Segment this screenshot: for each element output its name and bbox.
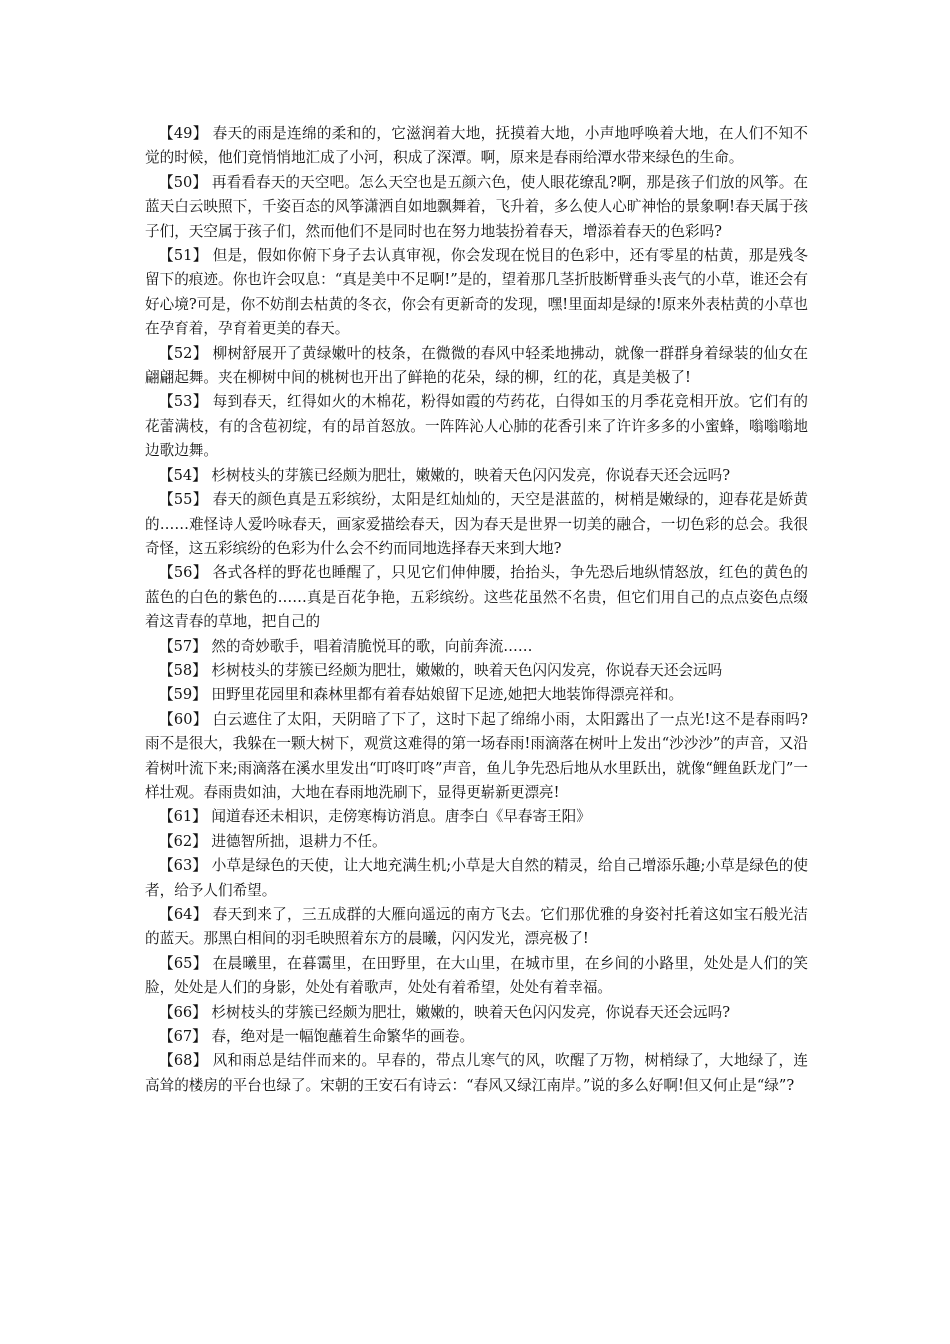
paragraph-text: 小草是绿色的天使，让大地充满生机;小草是大自然的精灵，给自己增添乐趣;小草是绿色的使者，给予人们希望。: [145, 857, 809, 899]
paragraph-number: 【56】: [159, 564, 208, 582]
paragraph-text: 每到春天，红得如火的木棉花，粉得如霞的芍药花，白得如玉的月季花竞相开放。它们有的花蕾满枝，有的含苞初绽，有的昂首怒放。一阵阵沁人心肺的花香引来了许许多多的小蜜蜂，嗡嗡嗡地边歌边舞。: [145, 393, 808, 460]
paragraph: [145, 342, 808, 391]
paragraph: [145, 903, 808, 952]
paragraph: [145, 390, 808, 463]
paragraph-number: 【66】: [159, 1003, 207, 1021]
paragraph-text: 春天的颜色真是五彩缤纷，太阳是红灿灿的，天空是湛蓝的，树梢是嫩绿的，迎春花是娇黄的……难怪诗人爱吟咏春天，画家爱描绘春天，因为春天是世界一切美的融合，一切色彩的总会。我很奇怪，这五彩缤纷的色彩为什么会不约而同地选择春天来到大地?: [145, 491, 808, 557]
paragraph-text: 柳树舒展开了黄绿嫩叶的枝条，在微微的春风中轻柔地拂动，就像一群群身着绿装的仙女在翩翩起舞。夹在柳树中间的桃树也开出了鲜艳的花朵，绿的柳，红的花，真是美极了!: [145, 344, 808, 387]
paragraph-text: 在晨曦里，在暮霭里，在田野里，在大山里，在城市里，在乡间的小路里，处处是人们的笑脸，处处是人们的身影，处处有着歌声，处处有着希望，处处有着幸福。: [145, 954, 808, 997]
paragraph: [145, 635, 808, 659]
paragraph: [145, 488, 808, 561]
paragraph: [145, 244, 808, 342]
paragraph: [145, 708, 808, 806]
paragraph-text: 田野里花园里和森林里都有着春姑娘留下足迹,她把大地装饰得漂亮祥和。: [211, 686, 684, 704]
paragraph-text: 闻道春还未相识，走傍寒梅访消息。唐李白《早春寄王阳》: [211, 808, 591, 826]
paragraph-number: 【68】: [159, 1052, 208, 1070]
paragraph-text: 然的奇妙歌手，唱着清脆悦耳的歌，向前奔流……: [211, 637, 533, 655]
paragraph: [145, 171, 808, 244]
paragraph-text: 杉树枝头的芽簇已经颇为肥壮，嫩嫩的，映着天色闪闪发亮，你说春天还会远吗: [211, 661, 723, 679]
paragraph-number: 【52】: [159, 344, 208, 362]
paragraph-number: 【55】: [159, 491, 208, 509]
paragraph: [145, 805, 808, 829]
paragraph-number: 【59】: [159, 686, 207, 704]
paragraph: [145, 683, 808, 707]
paragraph: [145, 122, 808, 171]
paragraph: [145, 561, 808, 634]
paragraph-number: 【50】: [159, 173, 208, 191]
paragraph-number: 【51】: [159, 247, 208, 265]
paragraph-text: 杉树枝头的芽簇已经颇为肥壮，嫩嫩的，映着天色闪闪发亮，你说春天还会远吗?: [211, 466, 731, 484]
paragraph-text: 风和雨总是结伴而来的。早春的，带点儿寒气的风，吹醒了万物，树梢绿了，大地绿了，连高耸的楼房的平台也绿了。宋朝的王安石有诗云：“春风又绿江南岸。”说的多么好啊!但又何止是“绿”?: [145, 1052, 808, 1094]
paragraph-number: 【61】: [159, 808, 207, 826]
paragraph-number: 【57】: [159, 637, 207, 655]
paragraph-number: 【63】: [159, 857, 207, 875]
paragraph-number: 【62】: [159, 832, 207, 850]
paragraph-text: 进德智所拙，退耕力不任。: [211, 832, 387, 850]
paragraph-number: 【53】: [159, 393, 208, 411]
paragraph-text: 但是，假如你俯下身子去认真审视，你会发现在悦目的色彩中，还有零星的枯黄，那是残冬留下的痕迹。你也许会叹息：“真是美中不足啊!”是的，望着那几茎折肢断臂垂头丧气的小草，谁还会有好心境?可是，你不妨削去枯黄的冬衣，你会有更新奇的发现，嘿!里面却是绿的!原来外表枯黄的小草也在孕育着，孕育着更美的春天。: [145, 247, 808, 338]
paragraph: [145, 854, 808, 903]
paragraph: [145, 1001, 808, 1025]
paragraph-number: 【65】: [159, 954, 208, 972]
paragraph-number: 【49】: [159, 125, 208, 142]
paragraph: [145, 464, 808, 488]
paragraph-number: 【54】: [159, 466, 207, 484]
paragraph-text: 春天到来了，三五成群的大雁向遥远的南方飞去。它们那优雅的身姿衬托着这如宝石般光洁的蓝天。那黑白相间的羽毛映照着东方的晨曦，闪闪发光，漂亮极了!: [145, 906, 808, 948]
paragraph: [145, 830, 808, 854]
paragraph-text: 春天的雨是连绵的柔和的，它滋润着大地，抚摸着大地，小声地呼唤着大地，在人们不知不觉的时候，他们竟悄悄地汇成了小河，积成了深潭。啊，原来是春雨给潭水带来绿色的生命。: [145, 125, 808, 167]
paragraph: [145, 952, 808, 1001]
paragraph-text: 各式各样的野花也睡醒了，只见它们伸伸腰，抬抬头，争先恐后地纵情怒放，红色的黄色的蓝色的白色的紫色的……真是百花争艳，五彩缤纷。这些花虽然不名贵，但它们用自己的点点姿色点缀着这青春的草地，把自己的: [145, 564, 808, 631]
paragraph: [145, 1025, 808, 1049]
paragraph-text: 杉树枝头的芽簇已经颇为肥壮，嫩嫩的，映着天色闪闪发亮，你说春天还会远吗?: [211, 1003, 731, 1021]
paragraph-text: 春，绝对是一幅饱蘸着生命繁华的画卷。: [211, 1028, 475, 1046]
document-body: [145, 122, 808, 1098]
paragraph-number: 【60】: [159, 710, 208, 728]
paragraph-number: 【58】: [159, 661, 207, 679]
paragraph-text: 再看看春天的天空吧。怎么天空也是五颜六色，使人眼花缭乱?啊，那是孩子们放的风筝。在蓝天白云映照下，千姿百态的风筝潇洒自如地飘舞着，飞升着，多么使人心旷神怡的景象啊!春天属于孩子们，天空属于孩子们，然而他们不是同时也在努力地装扮着春天，增添着春天的色彩吗?: [145, 173, 809, 240]
paragraph-number: 【67】: [159, 1028, 207, 1046]
paragraph: [145, 1049, 808, 1098]
paragraph: [145, 659, 808, 683]
paragraph-text: 白云遮住了太阳，天阴暗了下了，这时下起了绵绵小雨，太阳露出了一点光!这不是春雨吗?雨不是很大，我躲在一颗大树下，观赏这难得的第一场春雨!雨滴落在树叶上发出“沙沙沙”的声音，又沿着树叶流下来;雨滴落在溪水里发出“叮咚叮咚”声音，鱼儿争先恐后地从水里跃出，就像“鲤鱼跃龙门”一样壮观。春雨贵如油，大地在春雨地洗刷下，显得更崭新更漂亮!: [145, 710, 808, 801]
paragraph-number: 【64】: [159, 906, 208, 923]
